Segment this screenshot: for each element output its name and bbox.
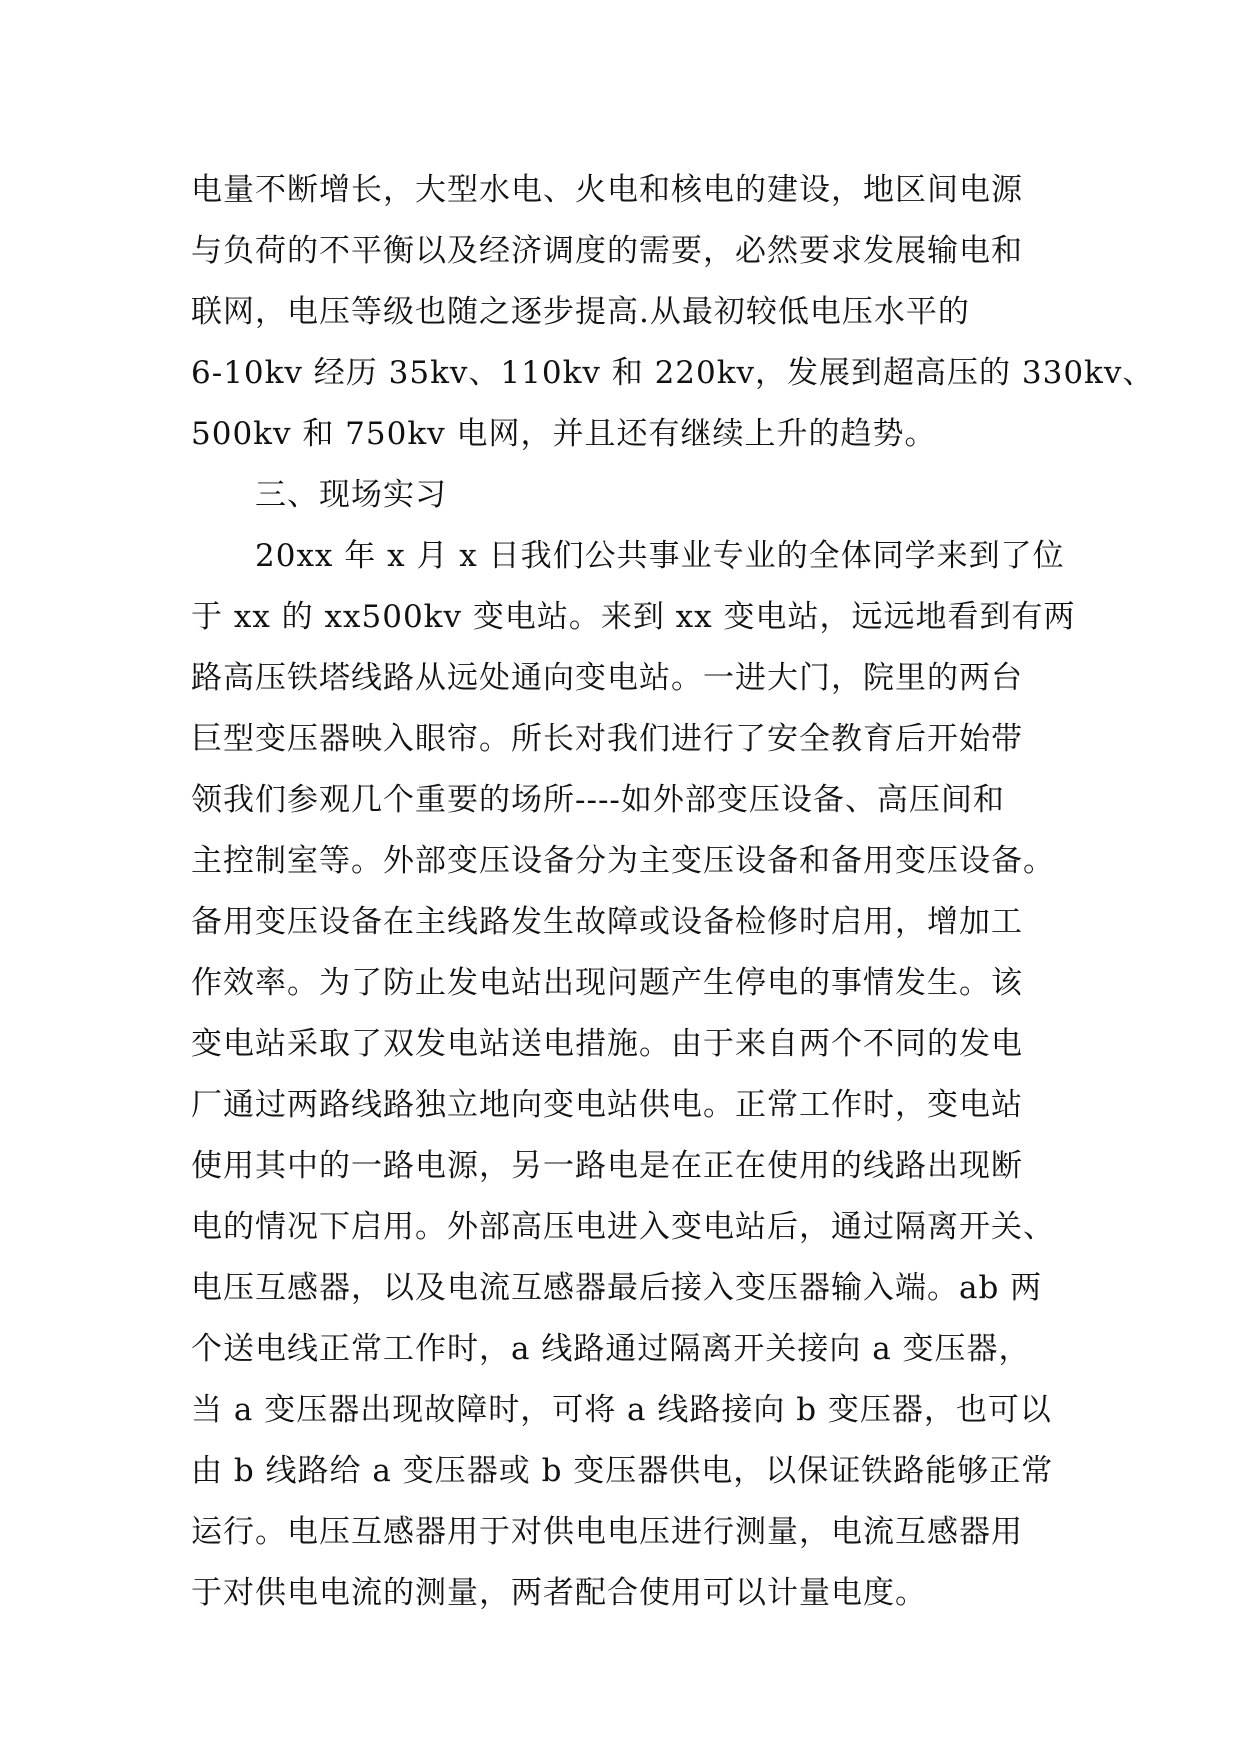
text-line: 变电站采取了双发电站送电措施。由于来自两个不同的发电 bbox=[191, 1026, 1023, 1062]
text-line: 于 xx 的 xx500kv 变电站。来到 xx 变电站，远远地看到有两 bbox=[191, 599, 1076, 635]
text-line: 巨型变压器映入眼帘。所长对我们进行了安全教育后开始带 bbox=[191, 721, 1023, 757]
text-line: 备用变压设备在主线路发生故障或设备检修时启用，增加工 bbox=[191, 904, 1023, 940]
text-line: 当 a 变压器出现故障时，可将 a 线路接向 b 变压器，也可以 bbox=[191, 1392, 1052, 1428]
text-line: 电量不断增长，大型水电、火电和核电的建设，地区间电源 bbox=[191, 172, 1023, 208]
text-line: 作效率。为了防止发电站出现问题产生停电的事情发生。该 bbox=[191, 965, 1023, 1001]
text-line: 个送电线正常工作时，a 线路通过隔离开关接向 a 变压器， bbox=[191, 1331, 1031, 1367]
text-line: 与负荷的不平衡以及经济调度的需要，必然要求发展输电和 bbox=[191, 233, 1023, 269]
text-line: 运行。电压互感器用于对供电电压进行测量，电流互感器用 bbox=[191, 1514, 1023, 1550]
text-line: 使用其中的一路电源，另一路电是在正在使用的线路出现断 bbox=[191, 1148, 1023, 1184]
text-line: 路高压铁塔线路从远处通向变电站。一进大门，院里的两台 bbox=[191, 660, 1023, 696]
text-line: 500kv 和 750kv 电网，并且还有继续上升的趋势。 bbox=[191, 416, 937, 452]
paragraph-first-line: 20xx 年 x 月 x 日我们公共事业专业的全体同学来到了位 bbox=[255, 538, 1065, 574]
text-line: 电的情况下启用。外部高压电进入变电站后，通过隔离开关、 bbox=[191, 1209, 1055, 1245]
text-line: 于对供电电流的测量，两者配合使用可以计量电度。 bbox=[191, 1575, 927, 1611]
text-line: 主控制室等。外部变压设备分为主变压设备和备用变压设备。 bbox=[191, 843, 1055, 879]
text-line: 厂通过两路线路独立地向变电站供电。正常工作时，变电站 bbox=[191, 1087, 1023, 1123]
text-line: 领我们参观几个重要的场所----如外部变压设备、高压间和 bbox=[191, 782, 1005, 818]
text-line: 6-10kv 经历 35kv、110kv 和 220kv，发展到超高压的 330kv、 bbox=[191, 355, 1155, 391]
section-heading: 三、现场实习 bbox=[255, 477, 447, 513]
text-line: 联网，电压等级也随之逐步提高.从最初较低电压水平的 bbox=[191, 294, 970, 330]
text-line: 电压互感器，以及电流互感器最后接入变压器输入端。ab 两 bbox=[191, 1270, 1043, 1306]
text-line: 由 b 线路给 a 变压器或 b 变压器供电，以保证铁路能够正常 bbox=[191, 1453, 1054, 1489]
document-body bbox=[191, 160, 1155, 1624]
